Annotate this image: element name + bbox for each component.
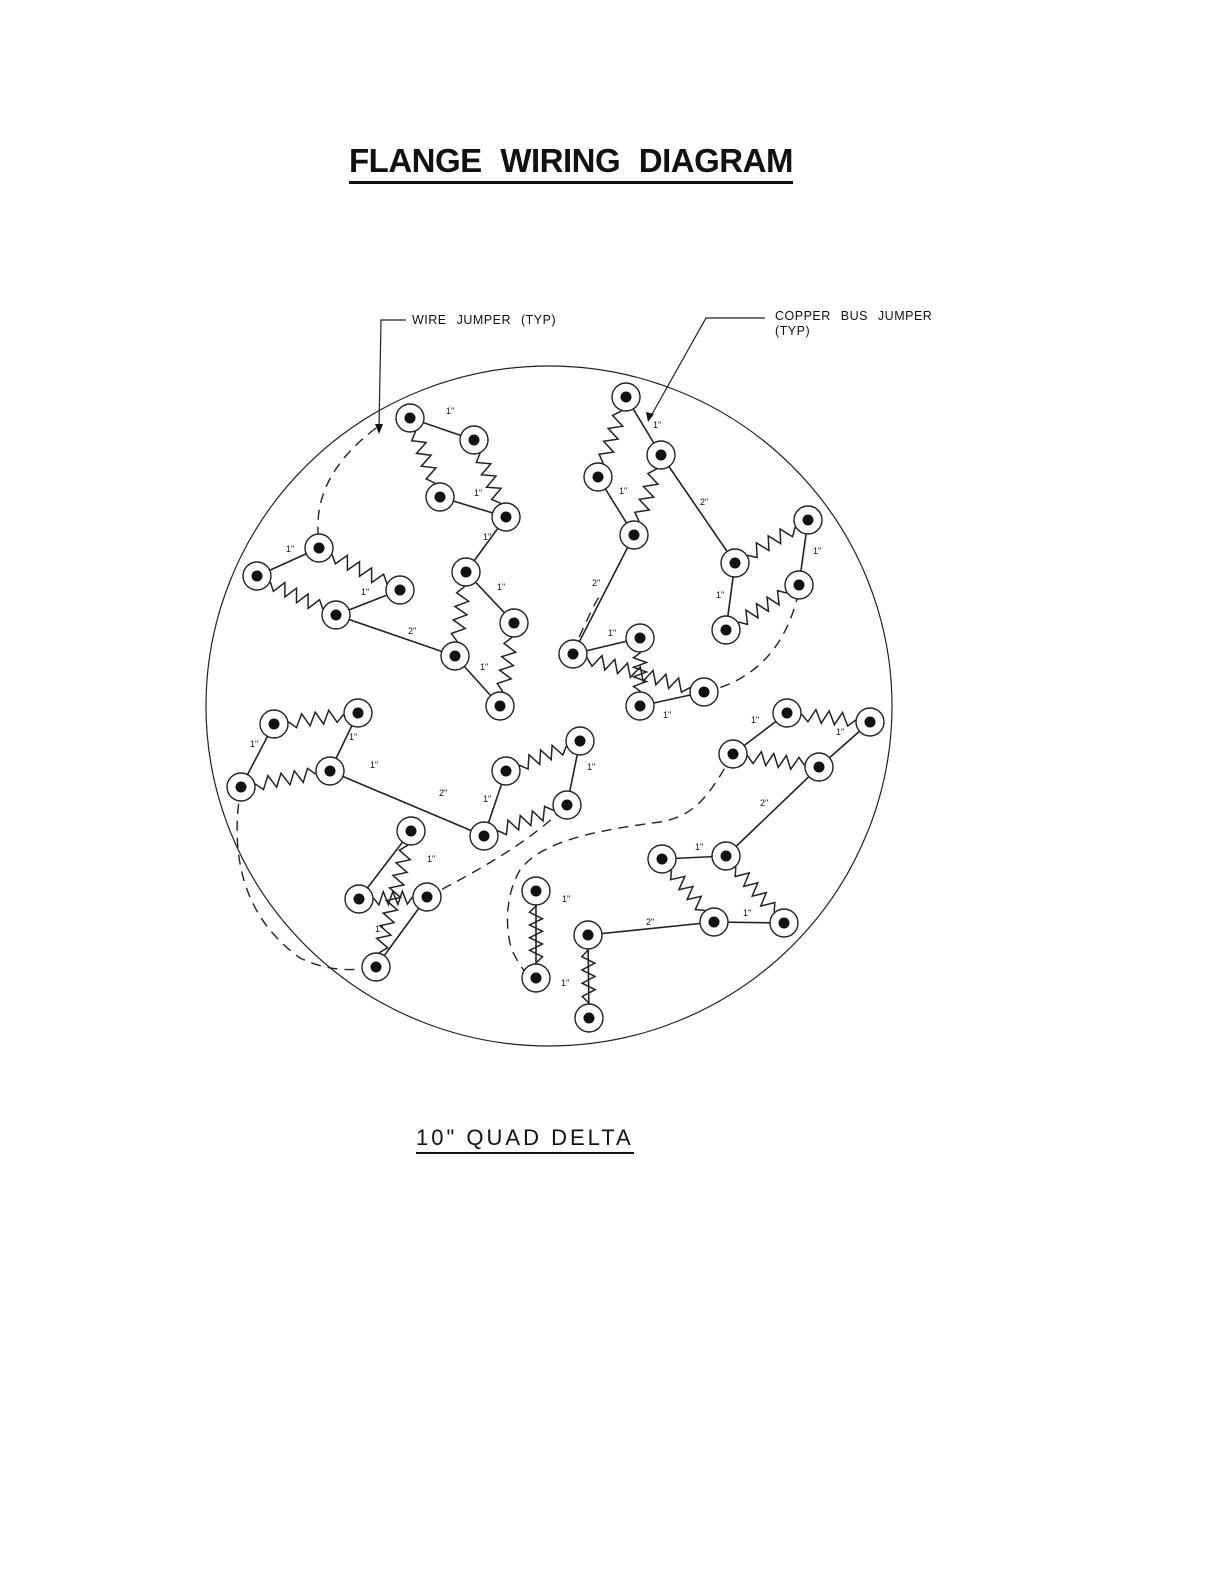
terminal: [647, 441, 675, 469]
terminal-stud: [501, 512, 512, 523]
dimension-label: 1": [375, 924, 384, 934]
terminal-stud: [371, 962, 382, 973]
terminal-stud: [730, 558, 741, 569]
terminal-stud: [479, 831, 490, 842]
terminal: [856, 708, 884, 736]
dimension-label: 1": [370, 760, 379, 770]
terminal: [620, 521, 648, 549]
dimension-label: 1": [349, 732, 358, 742]
terminal: [712, 616, 740, 644]
terminals: [227, 383, 884, 1032]
terminal: [362, 953, 390, 981]
dimension-label: 1": [446, 406, 455, 416]
terminal-stud: [325, 766, 336, 777]
dimension-label: 2": [439, 788, 448, 798]
dimension-label: 1": [751, 715, 760, 725]
terminal: [574, 921, 602, 949]
terminal-stud: [461, 567, 472, 578]
terminal-stud: [435, 492, 446, 503]
dimension-label: 1": [250, 739, 259, 749]
dimension-label: 2": [408, 626, 417, 636]
terminal: [243, 562, 271, 590]
terminal: [584, 463, 612, 491]
terminal-stud: [405, 413, 416, 424]
terminal-stud: [721, 851, 732, 862]
dimension-label: 1": [483, 794, 492, 804]
terminal: [486, 692, 514, 720]
dimension-label: 1": [813, 546, 822, 556]
terminal-stud: [562, 800, 573, 811]
terminal-stud: [495, 701, 506, 712]
terminal: [770, 909, 798, 937]
terminal: [396, 404, 424, 432]
page-title: FLANGE WIRING DIAGRAM: [349, 141, 793, 184]
dimension-label: 1": [653, 420, 662, 430]
terminal-stud: [635, 633, 646, 644]
terminal-stud: [353, 708, 364, 719]
terminal: [316, 757, 344, 785]
terminal-stud: [531, 886, 542, 897]
terminal: [500, 609, 528, 637]
terminal-stud: [814, 762, 825, 773]
terminal-stud: [709, 917, 720, 928]
dimension-label: 1": [427, 854, 436, 864]
terminal-stud: [354, 894, 365, 905]
bus-jumper-line: [726, 767, 819, 856]
terminal: [566, 727, 594, 755]
terminal-stud: [501, 766, 512, 777]
terminal: [522, 964, 550, 992]
terminal: [452, 558, 480, 586]
terminal: [397, 817, 425, 845]
terminal-stud: [469, 435, 480, 446]
terminal-stud: [575, 736, 586, 747]
terminal: [460, 426, 488, 454]
dimension-label: 1": [836, 727, 845, 737]
dimension-label: 1": [483, 532, 492, 542]
terminal: [721, 549, 749, 577]
dimension-labels: [250, 406, 844, 988]
terminal-stud: [779, 918, 790, 929]
terminal: [260, 710, 288, 738]
terminal: [345, 885, 373, 913]
terminal: [441, 642, 469, 670]
dimension-label: 2": [646, 917, 655, 927]
terminal-stud: [568, 649, 579, 660]
terminal-stud: [395, 585, 406, 596]
terminal-stud: [269, 719, 280, 730]
terminal-stud: [422, 892, 433, 903]
terminal-stud: [583, 930, 594, 941]
wire-jumper-callout: WIRE JUMPER (TYP): [412, 313, 557, 327]
terminal: [322, 601, 350, 629]
terminal: [426, 483, 454, 511]
terminal-stud: [314, 543, 325, 554]
terminal-stud: [331, 610, 342, 621]
terminal-stud: [699, 687, 710, 698]
dimension-label: 1": [497, 582, 506, 592]
dimension-label: 1": [480, 662, 489, 672]
terminal-stud: [794, 580, 805, 591]
terminal-stud: [656, 450, 667, 461]
dimension-label: 1": [474, 488, 483, 498]
dimension-label: 2": [700, 497, 709, 507]
terminal-stud: [728, 749, 739, 760]
bus-jumper-line: [661, 455, 735, 563]
terminal: [344, 699, 372, 727]
dimension-label: 1": [663, 710, 672, 720]
terminal: [712, 842, 740, 870]
terminal: [626, 624, 654, 652]
dimension-label: 1": [587, 762, 596, 772]
bus-jumper-line: [336, 615, 455, 656]
dimension-label: 1": [695, 842, 704, 852]
terminal: [492, 757, 520, 785]
terminal-stud: [782, 708, 793, 719]
terminal: [413, 883, 441, 911]
terminal: [305, 534, 333, 562]
terminal: [626, 692, 654, 720]
terminal: [492, 503, 520, 531]
terminal: [386, 576, 414, 604]
terminal-stud: [236, 782, 247, 793]
dimension-label: 1": [608, 628, 617, 638]
wire-jumper-arrowhead: [375, 424, 383, 434]
dimension-label: 1": [286, 544, 295, 554]
terminal: [700, 908, 728, 936]
terminal-stud: [584, 1013, 595, 1024]
dimension-label: 1": [743, 908, 752, 918]
wire-jumper-path: [318, 428, 376, 548]
terminal: [612, 383, 640, 411]
terminal-stud: [531, 973, 542, 984]
terminal: [522, 877, 550, 905]
dimension-label: 1": [716, 590, 725, 600]
diagram-subtitle: 10" QUAD DELTA: [416, 1124, 634, 1154]
terminal-stud: [803, 515, 814, 526]
terminal: [690, 678, 718, 706]
terminal-stud: [721, 625, 732, 636]
terminal-stud: [635, 701, 646, 712]
terminal: [553, 791, 581, 819]
copper-bus-jumper-label-line1: COPPER BUS JUMPER: [775, 309, 933, 323]
terminal: [805, 753, 833, 781]
dimension-label: 1": [561, 978, 570, 988]
terminal-stud: [509, 618, 520, 629]
terminal: [470, 822, 498, 850]
terminal: [719, 740, 747, 768]
dimension-label: 2": [592, 578, 601, 588]
dimension-label: 1": [562, 894, 571, 904]
dimension-label: 2": [760, 798, 769, 808]
terminal-stud: [406, 826, 417, 837]
dimension-label: 1": [619, 486, 628, 496]
terminal: [227, 773, 255, 801]
terminal: [794, 506, 822, 534]
terminal: [559, 640, 587, 668]
terminal-stud: [621, 392, 632, 403]
terminal-stud: [657, 854, 668, 865]
terminal: [773, 699, 801, 727]
bus-jumper-line: [573, 535, 634, 654]
terminal-stud: [865, 717, 876, 728]
terminal: [785, 571, 813, 599]
copper-bus-jumper-leader: [651, 318, 765, 416]
wire-jumper-path: [237, 787, 376, 970]
terminal: [575, 1004, 603, 1032]
copper-bus-jumper-label-line2: (TYP): [775, 324, 811, 338]
terminal-stud: [252, 571, 263, 582]
terminal: [648, 845, 676, 873]
dimension-label: 1": [361, 587, 370, 597]
terminal-stud: [629, 530, 640, 541]
terminal-stud: [450, 651, 461, 662]
terminal-stud: [593, 472, 604, 483]
